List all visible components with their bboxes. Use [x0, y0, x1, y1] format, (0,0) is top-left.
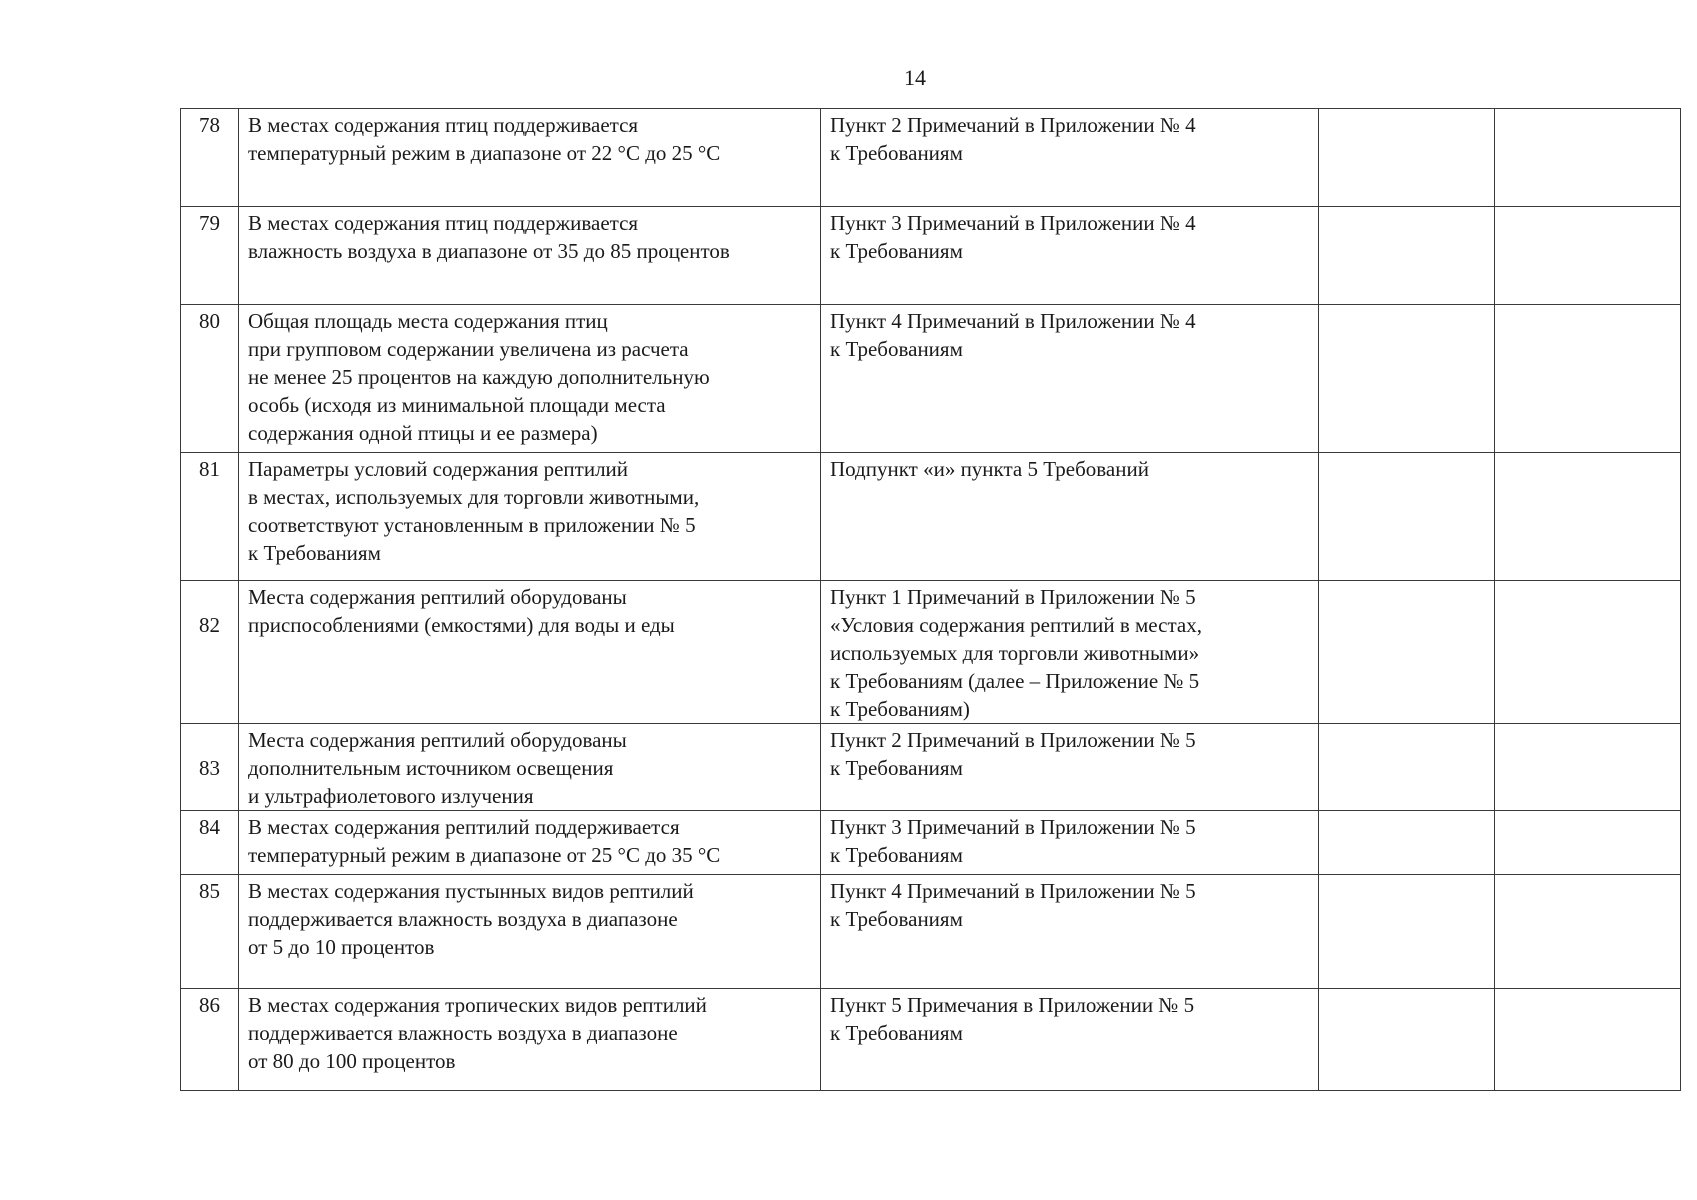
checklist-table — [180, 108, 1681, 1091]
answer-cell-no — [1495, 875, 1681, 989]
requirement-reference: Пункт 4 Примечаний в Приложении № 4 к Требованиям — [821, 305, 1319, 453]
requirement-text: В местах содержания рептилий поддерживается температурный режим в диапазоне от 25 °С до 35 °С — [239, 811, 821, 875]
requirement-reference: Пункт 3 Примечаний в Приложении № 4 к Требованиям — [821, 207, 1319, 305]
row-number: 82 — [181, 581, 239, 724]
table-row — [181, 207, 1681, 305]
row-number: 84 — [181, 811, 239, 875]
answer-cell-yes — [1319, 109, 1495, 207]
table-row — [181, 811, 1681, 875]
table-row — [181, 581, 1681, 724]
requirement-reference: Пункт 5 Примечания в Приложении № 5 к Требованиям — [821, 989, 1319, 1091]
answer-cell-yes — [1319, 581, 1495, 724]
answer-cell-yes — [1319, 875, 1495, 989]
requirement-reference: Пункт 2 Примечаний в Приложении № 5 к Требованиям — [821, 724, 1319, 811]
requirement-reference: Пункт 1 Примечаний в Приложении № 5 «Условия содержания рептилий в местах, используемых для торговли животными» к Требованиям (далее – Приложение № 5 к Требованиям) — [821, 581, 1319, 724]
requirement-text: Общая площадь места содержания птиц при групповом содержании увеличена из расчета не менее 25 процентов на каждую дополнительную особь (исходя из минимальной площади места содержания одной птицы и ее размера) — [239, 305, 821, 453]
row-number: 85 — [181, 875, 239, 989]
answer-cell-yes — [1319, 453, 1495, 581]
requirement-reference: Пункт 4 Примечаний в Приложении № 5 к Требованиям — [821, 875, 1319, 989]
requirement-text: Параметры условий содержания рептилий в местах, используемых для торговли животными, соответствуют установленным в приложении № 5 к Требованиям — [239, 453, 821, 581]
table-row — [181, 109, 1681, 207]
answer-cell-no — [1495, 724, 1681, 811]
requirement-text: В местах содержания птиц поддерживается температурный режим в диапазоне от 22 °С до 25 °С — [239, 109, 821, 207]
row-number: 78 — [181, 109, 239, 207]
answer-cell-no — [1495, 581, 1681, 724]
row-number: 83 — [181, 724, 239, 811]
answer-cell-no — [1495, 811, 1681, 875]
requirement-text: В местах содержания пустынных видов рептилий поддерживается влажность воздуха в диапазоне от 5 до 10 процентов — [239, 875, 821, 989]
answer-cell-yes — [1319, 989, 1495, 1091]
answer-cell-yes — [1319, 207, 1495, 305]
answer-cell-yes — [1319, 305, 1495, 453]
row-number: 81 — [181, 453, 239, 581]
requirement-reference: Пункт 2 Примечаний в Приложении № 4 к Требованиям — [821, 109, 1319, 207]
table-row — [181, 724, 1681, 811]
answer-cell-no — [1495, 989, 1681, 1091]
table-row — [181, 875, 1681, 989]
requirement-text: Места содержания рептилий оборудованы приспособлениями (емкостями) для воды и еды — [239, 581, 821, 724]
answer-cell-no — [1495, 305, 1681, 453]
answer-cell-yes — [1319, 811, 1495, 875]
requirement-text: Места содержания рептилий оборудованы дополнительным источником освещения и ультрафиолетового излучения — [239, 724, 821, 811]
table-row — [181, 305, 1681, 453]
table-row — [181, 453, 1681, 581]
requirement-reference: Подпункт «и» пункта 5 Требований — [821, 453, 1319, 581]
table-row — [181, 989, 1681, 1091]
row-number: 79 — [181, 207, 239, 305]
answer-cell-no — [1495, 109, 1681, 207]
answer-cell-no — [1495, 453, 1681, 581]
answer-cell-no — [1495, 207, 1681, 305]
requirement-text: В местах содержания тропических видов рептилий поддерживается влажность воздуха в диапазоне от 80 до 100 процентов — [239, 989, 821, 1091]
row-number: 80 — [181, 305, 239, 453]
requirement-text: В местах содержания птиц поддерживается влажность воздуха в диапазоне от 35 до 85 процентов — [239, 207, 821, 305]
page-number: 14 — [904, 65, 926, 90]
row-number: 86 — [181, 989, 239, 1091]
answer-cell-yes — [1319, 724, 1495, 811]
requirement-reference: Пункт 3 Примечаний в Приложении № 5 к Требованиям — [821, 811, 1319, 875]
